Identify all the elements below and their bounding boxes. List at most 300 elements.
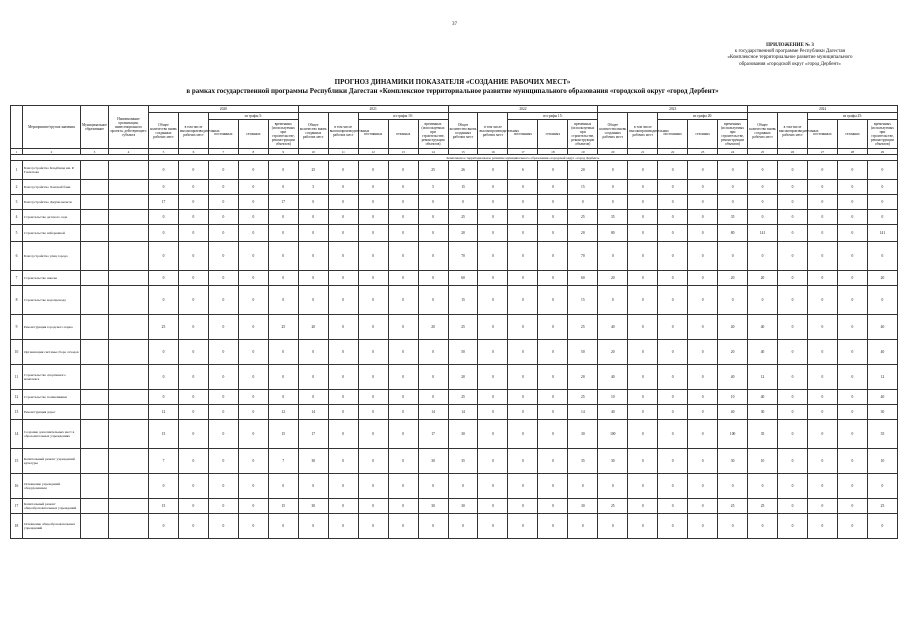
row-value-cell: 0	[538, 315, 568, 340]
row-value-cell: 15	[268, 420, 298, 449]
sub-permanent-header: постоянных	[807, 120, 837, 149]
row-value-cell: 0	[388, 390, 418, 405]
row-value-cell: 0	[807, 340, 837, 365]
row-empty-cell	[109, 405, 149, 420]
row-value-cell: 0	[688, 161, 718, 180]
row-value-cell: 0	[688, 242, 718, 271]
row-value-cell: 0	[178, 420, 208, 449]
row-empty-cell	[109, 286, 149, 315]
row-value-cell: 0	[388, 225, 418, 242]
column-number: 27	[807, 149, 837, 155]
of-them-header: из графы 10:	[358, 113, 448, 120]
row-value-cell: 0	[238, 225, 268, 242]
row-value-cell: 0	[149, 242, 179, 271]
appendix-block	[695, 43, 885, 68]
row-value-cell: 0	[598, 474, 628, 499]
row-value-cell: 0	[778, 340, 808, 365]
row-value-cell: 0	[448, 474, 478, 499]
column-number: 13	[388, 149, 418, 155]
row-value-cell: 0	[628, 499, 658, 514]
row-number: 6	[11, 242, 23, 271]
row-value-cell: 0	[149, 225, 179, 242]
title-line-1: ПРОГНОЗ ДИНАМИКИ ПОКАЗАТЕЛЯ «СОЗДАНИЕ РАБОЧИХ МЕСТ»	[334, 78, 571, 86]
row-value-cell: 15	[568, 286, 598, 315]
row-value-cell: 0	[628, 405, 658, 420]
row-value-cell: 0	[778, 286, 808, 315]
row-value-cell: 0	[208, 390, 238, 405]
column-number: 3	[81, 149, 109, 155]
row-empty-cell	[81, 271, 109, 286]
row-value-cell: 0	[478, 286, 508, 315]
row-value-cell: 40	[748, 390, 778, 405]
row-value-cell: 0	[628, 225, 658, 242]
row-value-cell: 40	[718, 365, 748, 390]
row-value-cell: 20	[298, 315, 328, 340]
row-value-cell: 25	[268, 315, 298, 340]
row-value-cell: 0	[598, 514, 628, 539]
column-number: 12	[358, 149, 388, 155]
row-value-cell: 0	[178, 195, 208, 210]
row-value-cell: 0	[298, 286, 328, 315]
row-value-cell: 0	[807, 180, 837, 195]
row-number: 2	[11, 180, 23, 195]
row-value-cell: 0	[268, 365, 298, 390]
row-value-cell: 30	[448, 420, 478, 449]
sub-permanent-header: постоянных	[658, 120, 688, 149]
row-value-cell: 0	[807, 365, 837, 390]
row-value-cell: 0	[807, 420, 837, 449]
row-empty-cell	[81, 405, 109, 420]
row-value-cell: 0	[837, 420, 867, 449]
row-value-cell: 0	[837, 225, 867, 242]
row-value-cell: 0	[208, 242, 238, 271]
row-value-cell: 0	[658, 365, 688, 390]
row-value-cell: 0	[448, 195, 478, 210]
row-value-cell: 25	[298, 161, 328, 180]
row-value-cell: 0	[418, 365, 448, 390]
row-value-cell: 0	[388, 161, 418, 180]
row-value-cell: 0	[178, 514, 208, 539]
row-value-cell: 0	[208, 210, 238, 225]
row-value-cell: 0	[718, 180, 748, 195]
row-event-name: Строительство поликлиники	[23, 390, 81, 405]
row-value-cell: 17	[298, 420, 328, 449]
column-number: 15	[448, 149, 478, 155]
row-event-name: Благоустройство улиц города	[23, 242, 81, 271]
of-them-header: из графы 5:	[208, 113, 298, 120]
row-value-cell: 40	[598, 405, 628, 420]
row-value-cell: 10	[598, 390, 628, 405]
row-value-cell: 0	[538, 340, 568, 365]
row-value-cell: 0	[478, 210, 508, 225]
of-them-header: из графы 25:	[807, 113, 897, 120]
row-event-name: Строительство набережной	[23, 225, 81, 242]
row-value-cell: 0	[598, 195, 628, 210]
row-number: 15	[11, 449, 23, 474]
row-value-cell: 0	[418, 474, 448, 499]
row-value-cell: 0	[778, 365, 808, 390]
row-value-cell: 40	[748, 340, 778, 365]
row-value-cell: 0	[778, 449, 808, 474]
row-value-cell: 0	[238, 161, 268, 180]
row-value-cell: 0	[358, 390, 388, 405]
sub-temporary-header: временных (используемых при строительстве, реконструкции объектов)	[718, 120, 748, 149]
row-value-cell: 0	[208, 499, 238, 514]
row-value-cell: 0	[448, 514, 478, 539]
row-value-cell: 0	[508, 195, 538, 210]
table-row	[11, 242, 898, 271]
row-value-cell: 0	[178, 315, 208, 340]
row-value-cell: 40	[867, 340, 897, 365]
row-value-cell: 30	[298, 499, 328, 514]
row-value-cell: 14	[298, 405, 328, 420]
row-value-cell: 7	[149, 449, 179, 474]
row-value-cell: 0	[778, 271, 808, 286]
row-value-cell: 17	[418, 420, 448, 449]
row-value-cell: 0	[598, 286, 628, 315]
row-value-cell: 0	[837, 195, 867, 210]
row-empty-cell	[109, 390, 149, 405]
row-value-cell: 0	[628, 340, 658, 365]
year-header: 2022	[448, 106, 598, 113]
row-value-cell: 25	[149, 315, 179, 340]
row-value-cell: 0	[807, 225, 837, 242]
row-value-cell: 20	[718, 340, 748, 365]
row-value-cell: 12	[149, 405, 179, 420]
row-event-name: Благоустройство Джума-мечети	[23, 195, 81, 210]
row-value-cell: 0	[328, 161, 358, 180]
table-row	[11, 286, 898, 315]
row-value-cell: 0	[358, 210, 388, 225]
row-value-cell: 0	[268, 474, 298, 499]
row-value-cell: 0	[628, 365, 658, 390]
row-value-cell: 0	[208, 225, 238, 242]
row-value-cell: 17	[268, 195, 298, 210]
sub-seasonal-header: сезонных	[388, 120, 418, 149]
column-number: 9	[268, 149, 298, 155]
row-value-cell: 0	[538, 180, 568, 195]
row-value-cell: 0	[688, 286, 718, 315]
row-value-cell: 0	[268, 390, 298, 405]
row-number: 9	[11, 315, 23, 340]
row-value-cell: 0	[478, 340, 508, 365]
row-value-cell: 0	[837, 340, 867, 365]
table-row	[11, 499, 898, 514]
row-value-cell: 0	[538, 449, 568, 474]
row-value-cell: 0	[388, 405, 418, 420]
row-value-cell: 0	[508, 210, 538, 225]
row-value-cell: 0	[688, 474, 718, 499]
row-value-cell: 0	[149, 390, 179, 405]
row-empty-cell	[81, 225, 109, 242]
row-value-cell: 0	[388, 286, 418, 315]
column-number: 28	[837, 149, 867, 155]
row-value-cell: 0	[178, 180, 208, 195]
row-value-cell: 0	[688, 210, 718, 225]
row-value-cell: 0	[178, 340, 208, 365]
row-value-cell: 0	[508, 474, 538, 499]
table-row	[11, 210, 898, 225]
row-value-cell: 0	[688, 514, 718, 539]
row-value-cell: 0	[418, 286, 448, 315]
row-value-cell: 20	[867, 271, 897, 286]
row-value-cell: 0	[867, 514, 897, 539]
row-event-name: Строительство водопровода	[23, 286, 81, 315]
row-value-cell: 0	[628, 210, 658, 225]
row-value-cell: 12	[748, 365, 778, 390]
row-value-cell: 0	[508, 340, 538, 365]
col-event-header: Мероприятие/группа значения	[23, 106, 81, 149]
row-value-cell: 0	[358, 161, 388, 180]
row-value-cell: 141	[748, 225, 778, 242]
row-value-cell: 0	[358, 405, 388, 420]
row-event-name: Строительство детского сада	[23, 210, 81, 225]
row-value-cell: 0	[807, 449, 837, 474]
row-value-cell: 0	[388, 449, 418, 474]
row-value-cell: 0	[388, 420, 418, 449]
row-value-cell: 0	[238, 315, 268, 340]
row-value-cell: 0	[238, 210, 268, 225]
row-value-cell: 40	[867, 315, 897, 340]
row-value-cell: 0	[628, 286, 658, 315]
row-value-cell: 0	[328, 340, 358, 365]
row-value-cell: 0	[807, 499, 837, 514]
row-value-cell: 0	[388, 499, 418, 514]
row-value-cell: 0	[178, 210, 208, 225]
row-value-cell: 0	[418, 195, 448, 210]
table-row	[11, 340, 898, 365]
row-value-cell: 25	[568, 390, 598, 405]
row-value-cell: 0	[418, 390, 448, 405]
row-value-cell: 0	[718, 242, 748, 271]
row-value-cell: 0	[328, 242, 358, 271]
row-value-cell: 0	[238, 499, 268, 514]
row-value-cell: 0	[149, 161, 179, 180]
row-value-cell: 0	[238, 449, 268, 474]
row-empty-cell	[109, 271, 149, 286]
row-value-cell: 30	[568, 420, 598, 449]
column-number: 5	[149, 149, 179, 155]
row-value-cell: 0	[628, 514, 658, 539]
row-empty-cell	[81, 242, 109, 271]
row-value-cell: 17	[149, 195, 179, 210]
row-value-cell: 0	[778, 225, 808, 242]
row-value-cell: 0	[688, 365, 718, 390]
row-value-cell: 0	[268, 340, 298, 365]
row-value-cell: 0	[778, 405, 808, 420]
row-value-cell: 14	[418, 405, 448, 420]
row-value-cell: 0	[658, 499, 688, 514]
sub-highperf-header: в том числе высокопроизводительных рабочих мест	[628, 113, 658, 149]
row-value-cell: 15	[448, 180, 478, 195]
row-value-cell: 0	[778, 180, 808, 195]
row-value-cell: 0	[358, 449, 388, 474]
row-value-cell: 0	[268, 514, 298, 539]
row-value-cell: 0	[658, 161, 688, 180]
row-value-cell: 0	[837, 365, 867, 390]
row-value-cell: 0	[628, 180, 658, 195]
appendix-line: к государственной программе Республики Дагестан	[734, 49, 846, 55]
row-value-cell: 0	[149, 365, 179, 390]
row-value-cell: 0	[658, 242, 688, 271]
row-value-cell: 0	[628, 449, 658, 474]
row-value-cell: 0	[328, 225, 358, 242]
title-line-2: в рамках государственной программы Республики Дагестан «Комплексное территориальное развитие муниципального образования «городской округ «город Дербент»	[186, 86, 719, 95]
row-value-cell: 0	[748, 195, 778, 210]
row-value-cell: 0	[778, 474, 808, 499]
row-value-cell: 0	[628, 390, 658, 405]
row-value-cell: 0	[867, 286, 897, 315]
row-value-cell: 0	[149, 180, 179, 195]
row-value-cell: 20	[418, 315, 448, 340]
row-value-cell: 30	[867, 405, 897, 420]
row-value-cell: 0	[358, 180, 388, 195]
row-number: 1	[11, 161, 23, 180]
row-value-cell: 0	[178, 449, 208, 474]
row-value-cell: 0	[658, 420, 688, 449]
row-value-cell: 30	[748, 405, 778, 420]
row-value-cell: 0	[328, 405, 358, 420]
sub-highperf-header: в том числе высокопроизводительных рабочих мест	[178, 113, 208, 149]
row-value-cell: 14	[448, 405, 478, 420]
column-number: 11	[328, 149, 358, 155]
row-value-cell: 0	[478, 242, 508, 271]
row-empty-cell	[109, 340, 149, 365]
row-value-cell: 0	[328, 514, 358, 539]
row-value-cell: 0	[298, 474, 328, 499]
row-value-cell: 0	[688, 449, 718, 474]
row-value-cell: 0	[807, 405, 837, 420]
row-value-cell: 0	[298, 365, 328, 390]
row-value-cell: 0	[388, 365, 418, 390]
row-value-cell: 0	[837, 474, 867, 499]
row-value-cell: 0	[268, 225, 298, 242]
row-value-cell: 0	[328, 365, 358, 390]
row-value-cell: 0	[178, 499, 208, 514]
row-value-cell: 40	[598, 315, 628, 340]
table-row	[11, 405, 898, 420]
row-value-cell: 0	[628, 271, 658, 286]
row-value-cell: 0	[149, 514, 179, 539]
row-value-cell: 50	[568, 340, 598, 365]
row-value-cell: 12	[268, 405, 298, 420]
row-value-cell: 26	[448, 161, 478, 180]
row-value-cell: 0	[238, 420, 268, 449]
row-value-cell: 0	[478, 474, 508, 499]
sub-total-header: Общее количество вновь созданных рабочих мест	[598, 113, 628, 149]
sub-temporary-header: временных (используемых при строительстве, реконструкции объектов)	[867, 120, 897, 149]
row-number: 16	[11, 474, 23, 499]
column-number: 21	[628, 149, 658, 155]
row-value-cell: 0	[388, 210, 418, 225]
row-value-cell: 35	[598, 210, 628, 225]
row-value-cell: 40	[598, 365, 628, 390]
row-value-cell: 0	[688, 271, 718, 286]
row-value-cell: 0	[837, 161, 867, 180]
row-value-cell: 0	[688, 180, 718, 195]
row-value-cell: 7	[268, 449, 298, 474]
table-body	[11, 149, 898, 539]
row-empty-cell	[109, 242, 149, 271]
row-value-cell: 0	[208, 180, 238, 195]
column-number: 17	[508, 149, 538, 155]
row-value-cell: 0	[508, 514, 538, 539]
row-value-cell: 25	[448, 390, 478, 405]
row-value-cell: 0	[538, 514, 568, 539]
row-event-name: Строительство спортивного комплекса	[23, 365, 81, 390]
row-value-cell: 0	[208, 195, 238, 210]
row-value-cell: 12	[867, 365, 897, 390]
row-value-cell: 80	[598, 225, 628, 242]
row-value-cell: 0	[238, 286, 268, 315]
table-row	[11, 180, 898, 195]
row-value-cell: 0	[478, 390, 508, 405]
row-value-cell: 0	[478, 499, 508, 514]
row-value-cell: 0	[358, 225, 388, 242]
row-value-cell: 0	[478, 514, 508, 539]
row-value-cell: 0	[298, 210, 328, 225]
sub-temporary-header: временных (используемых при строительстве, реконструкции объектов)	[268, 120, 298, 149]
row-empty-cell	[81, 286, 109, 315]
row-value-cell: 0	[178, 286, 208, 315]
row-value-cell: 0	[508, 499, 538, 514]
sub-permanent-header: постоянных	[208, 120, 238, 149]
row-value-cell: 0	[628, 195, 658, 210]
row-value-cell: 0	[778, 420, 808, 449]
row-value-cell: 0	[149, 210, 179, 225]
row-value-cell: 0	[538, 271, 568, 286]
row-number: 4	[11, 210, 23, 225]
row-value-cell: 0	[238, 405, 268, 420]
row-value-cell: 25	[718, 499, 748, 514]
column-number: 14	[418, 149, 448, 155]
row-value-cell: 0	[658, 225, 688, 242]
row-value-cell: 0	[538, 390, 568, 405]
row-value-cell: 0	[418, 210, 448, 225]
row-value-cell: 0	[778, 210, 808, 225]
row-value-cell: 0	[208, 315, 238, 340]
row-value-cell: 0	[238, 195, 268, 210]
row-value-cell: 0	[837, 499, 867, 514]
row-value-cell: 0	[688, 195, 718, 210]
row-value-cell: 20	[748, 271, 778, 286]
row-value-cell: 0	[568, 474, 598, 499]
row-value-cell: 0	[837, 180, 867, 195]
column-number: 26	[778, 149, 808, 155]
of-them-header: из графы 15:	[508, 113, 598, 120]
section-title: Комплексное территориальное развитие муниципального образования «городской округ «город Дербент»	[149, 155, 898, 161]
sub-seasonal-header: сезонных	[837, 120, 867, 149]
row-value-cell: 25	[418, 161, 448, 180]
row-value-cell: 40	[718, 405, 748, 420]
row-empty-cell	[81, 195, 109, 210]
row-value-cell: 0	[328, 315, 358, 340]
column-number: 2	[23, 149, 81, 155]
row-value-cell: 0	[658, 449, 688, 474]
row-value-cell: 35	[568, 449, 598, 474]
row-value-cell: 0	[388, 180, 418, 195]
row-value-cell: 0	[388, 514, 418, 539]
row-value-cell: 0	[268, 161, 298, 180]
row-empty-cell	[109, 180, 149, 195]
row-value-cell: 0	[807, 242, 837, 271]
row-number: 13	[11, 405, 23, 420]
column-number: 23	[688, 149, 718, 155]
table-row	[11, 474, 898, 499]
row-value-cell: 15	[149, 420, 179, 449]
row-value-cell: 0	[388, 242, 418, 271]
table-row	[11, 449, 898, 474]
